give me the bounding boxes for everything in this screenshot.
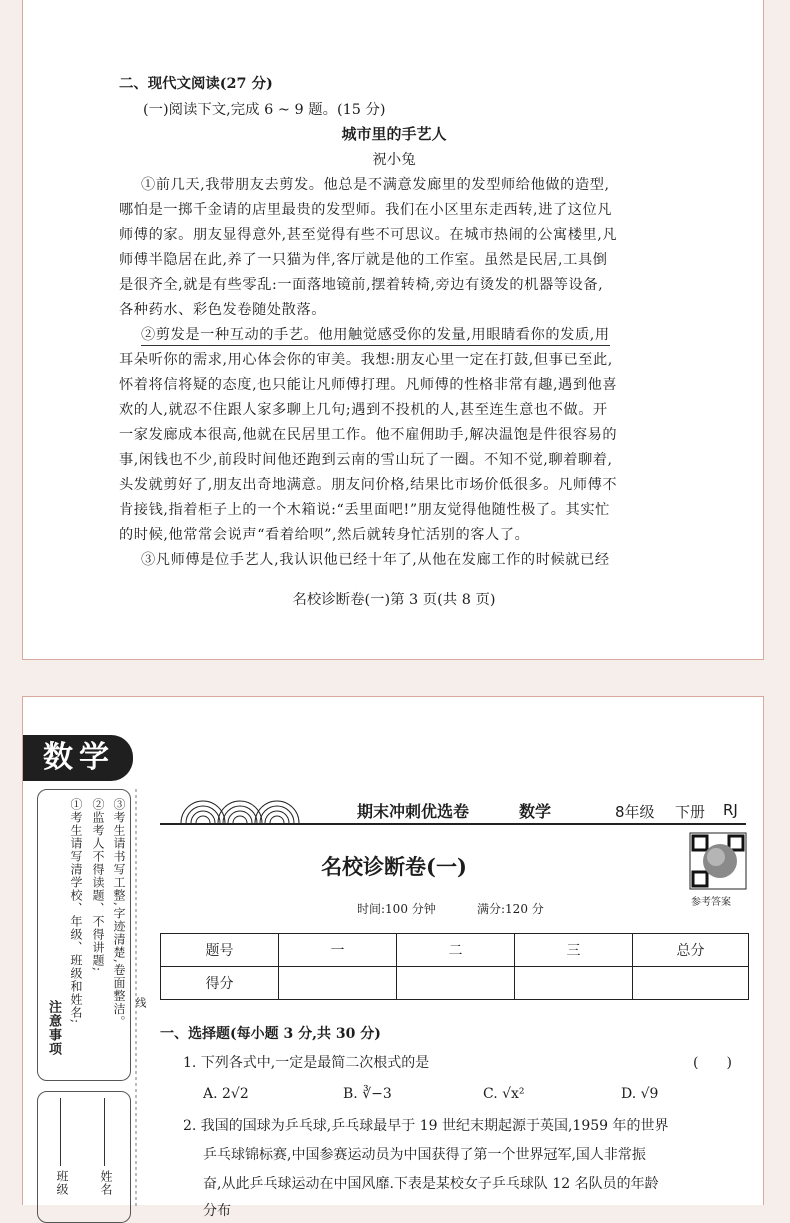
table-row	[161, 934, 749, 967]
question-2-line: 分布	[203, 1203, 231, 1219]
table-header-cell: 题号	[161, 934, 279, 967]
note-item: ②监考人不得读题、不得讲题;	[91, 798, 105, 973]
name-field-line[interactable]	[104, 1098, 106, 1166]
option-a[interactable]: A. 2√2	[203, 1086, 249, 1102]
table-row	[161, 967, 749, 1000]
option-b[interactable]: B. ∛−3	[343, 1086, 392, 1102]
grade-label: 8年级	[615, 803, 655, 821]
article-line: 一家发廊成本很高,他就在民居里工作。他不雇佣助手,解决温饱是件很容易的	[119, 427, 618, 443]
article-line: 欢的人,就忍不住跟人家多聊上几句;遇到不投机的人,甚至连生意也不做。开	[119, 402, 608, 418]
subject-badge: 数学	[23, 735, 133, 781]
article-line: 事,闲钱也不少,前段时间他还跑到云南的雪山玩了一圈。不知不觉,聊着聊着,	[119, 452, 613, 468]
section-heading: 二、现代文阅读(27 分)	[119, 75, 273, 92]
option-c[interactable]: C. √x²	[483, 1086, 525, 1102]
seal-line-label: 线	[134, 997, 147, 1009]
answer-key-label: 参考答案	[691, 897, 731, 908]
score-cell[interactable]	[515, 967, 633, 1000]
question-2-line: 奋,从此乒乓球运动在中国风靡.下表是某校女子乒乓球队 12 名队员的年龄	[203, 1176, 659, 1192]
article-line: 哪怕是一掷千金请的店里最贵的发型师。我们在小区里东走西转,进了这位凡	[119, 202, 613, 218]
question-2-line: 乒乓球锦标赛,中国参赛运动员为中国获得了第一个世界冠军,国人非常振	[203, 1147, 646, 1163]
article-line: ③凡师傅是位手艺人,我认识他已经十年了,从他在发廊工作的时候就已经	[141, 552, 610, 568]
notes-box	[37, 789, 131, 1081]
table-header-cell: 三	[515, 934, 633, 967]
score-info: 满分:120 分	[477, 902, 544, 916]
article-line: ①前几天,我带朋友去剪发。他总是不满意发廊里的发型师给他做的造型,	[141, 177, 610, 193]
article-line: 头发就剪好了,朋友出奇地满意。朋友问价格,结果比市场价低很多。凡师傅不	[119, 477, 618, 493]
article-line-underlined: ②剪发是一种互动的手艺。他用触觉感受你的发量,用眼睛看你的发质,用	[141, 324, 610, 346]
exam-page-3	[22, 0, 764, 660]
table-header-cell: 二	[397, 934, 515, 967]
sub-heading: (一)阅读下文,完成 6 ~ 9 题。(15 分)	[143, 102, 386, 118]
name-field-label: 姓名	[99, 1170, 113, 1196]
score-cell[interactable]	[397, 967, 515, 1000]
score-cell[interactable]	[279, 967, 397, 1000]
article-line: 耳朵听你的需求,用心体会你的审美。我想:朋友心里一定在打鼓,但事已至此,	[119, 352, 613, 368]
score-cell[interactable]	[633, 967, 749, 1000]
table-header-cell: 一	[279, 934, 397, 967]
class-field-line[interactable]	[60, 1098, 62, 1166]
time-info: 时间:100 分钟	[357, 902, 436, 916]
table-header-cell: 总分	[633, 934, 749, 967]
score-table	[160, 933, 749, 1000]
article-line: 各种药水、彩色发卷随处散落。	[119, 302, 327, 318]
series-title: 期末冲刺优选卷	[357, 802, 470, 821]
article-line: 师傅半隐居在此,养了一只猫为伴,客厅就是他的工作室。虽然是民居,工具倒	[119, 252, 608, 268]
article-title: 城市里的手艺人	[341, 125, 447, 143]
page-footer: 名校诊断卷(一)第 3 页(共 8 页)	[292, 592, 496, 608]
article-line: 肯接钱,指着柜子上的一个木箱说:“丢里面吧!”朋友觉得他随性极了。其实忙	[119, 502, 610, 518]
option-d[interactable]: D. √9	[621, 1086, 659, 1102]
exam-cover-page	[22, 696, 764, 1219]
qr-code-icon[interactable]	[690, 833, 746, 889]
edition-label: RJ	[723, 801, 738, 819]
article-line: 是很齐全,就是有些零乱:一面落地镜前,摆着转椅,旁边有烫发的机器等设备,	[119, 277, 604, 293]
note-item: ③考生请书写工整,字迹清楚,卷面整洁。	[112, 798, 126, 1029]
volume-label: 下册	[675, 803, 706, 821]
article-line: 师傅的家。朋友显得意外,甚至觉得有些不可思议。在城市热闹的公寓楼里,凡	[119, 227, 618, 243]
series-subject: 数学	[519, 802, 552, 821]
class-field-label: 班级	[55, 1170, 69, 1196]
article-line: 的时候,他常常会说声“看着给呗”,然后就转身忙活别的客人了。	[119, 527, 530, 543]
note-item: ①考生请写清学校、年级、班级和姓名;	[69, 798, 83, 1025]
section-heading: 一、选择题(每小题 3 分,共 30 分)	[160, 1026, 381, 1042]
article-author: 祝小兔	[372, 152, 416, 168]
question-2-line: 2. 我国的国球为乒乓球,乒乓球最早于 19 世纪末期起源于英国,1959 年的世界	[183, 1118, 669, 1134]
answer-bracket[interactable]: ( )	[693, 1055, 732, 1071]
student-info-box	[37, 1091, 131, 1223]
table-row-label: 得分	[161, 967, 279, 1000]
exam-title: 名校诊断卷(一)	[321, 854, 467, 879]
arcs-logo-icon	[173, 793, 303, 825]
article-line: 怀着将信将疑的态度,也只能让凡师傅打理。凡师傅的性格非常有趣,遇到他喜	[119, 377, 618, 393]
notes-label: 注意事项	[46, 1000, 61, 1056]
header-rule	[160, 823, 746, 825]
question-1: 1. 下列各式中,一定是最简二次根式的是	[183, 1055, 430, 1071]
